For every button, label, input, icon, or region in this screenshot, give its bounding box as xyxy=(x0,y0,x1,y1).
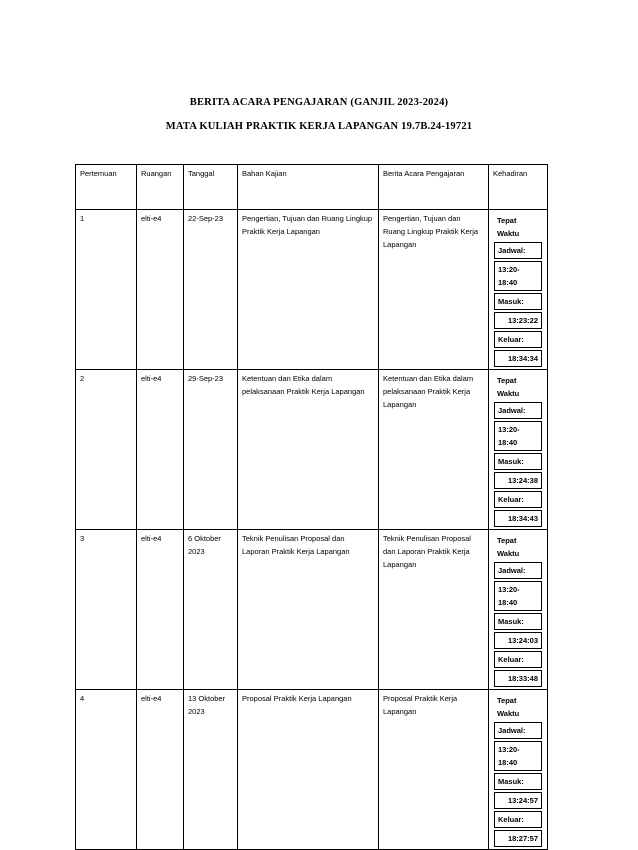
cell-bahan-kajian: Proposal Praktik Kerja Lapangan xyxy=(238,690,379,850)
masuk-label: Masuk: xyxy=(494,453,542,470)
masuk-label: Masuk: xyxy=(494,773,542,790)
cell-berita-acara: Proposal Praktik Kerja Lapangan xyxy=(379,690,489,850)
status-text: Tepat Waktu xyxy=(497,376,520,398)
masuk-value: 13:24:03 xyxy=(494,632,542,649)
cell-berita-acara: Teknik Penulisan Proposal dan Laporan Praktik Kerja Lapangan xyxy=(379,530,489,690)
jadwal-label: Jadwal: xyxy=(494,242,542,259)
jadwal-label: Jadwal: xyxy=(494,402,542,419)
cell-pertemuan: 2 xyxy=(76,370,137,530)
table-row xyxy=(76,210,548,370)
keluar-label: Keluar: xyxy=(494,811,542,828)
jadwal-value: 13:20-18:40 xyxy=(494,421,542,451)
cell-tanggal: 13 Oktober 2023 xyxy=(184,690,238,850)
cell-bahan-kajian: Pengertian, Tujuan dan Ruang Lingkup Praktik Kerja Lapangan xyxy=(238,210,379,370)
keluar-label: Keluar: xyxy=(494,491,542,508)
masuk-value: 13:24:38 xyxy=(494,472,542,489)
cell-pertemuan: 1 xyxy=(76,210,137,370)
keluar-value: 18:27:57 xyxy=(494,830,542,847)
status-text: Tepat Waktu xyxy=(497,536,520,558)
header-tanggal: Tanggal xyxy=(184,165,238,210)
document-title: BERITA ACARA PENGAJARAN (GANJIL 2023-2024) xyxy=(189,97,449,108)
cell-ruangan: elti-e4 xyxy=(137,530,184,690)
masuk-value: 13:24:57 xyxy=(494,792,542,809)
jadwal-value: 13:20-18:40 xyxy=(494,261,542,291)
keluar-value: 18:33:48 xyxy=(494,670,542,687)
keluar-label: Keluar: xyxy=(494,651,542,668)
cell-ruangan: elti-e4 xyxy=(137,370,184,530)
cell-tanggal: 29-Sep-23 xyxy=(184,370,238,530)
cell-kehadiran xyxy=(489,210,548,370)
keluar-label: Keluar: xyxy=(494,331,542,348)
jadwal-label: Jadwal: xyxy=(494,562,542,579)
jadwal-value: 13:20-18:40 xyxy=(494,741,542,771)
header-berita-acara: Berita Acara Pengajaran xyxy=(379,165,489,210)
header-kehadiran: Kehadiran xyxy=(489,165,548,210)
cell-tanggal: 22-Sep-23 xyxy=(184,210,238,370)
cell-kehadiran xyxy=(489,690,548,850)
cell-berita-acara: Ketentuan dan Etika dalam pelaksanaan Praktik Kerja Lapangan xyxy=(379,370,489,530)
status-text: Tepat Waktu xyxy=(497,216,520,238)
cell-ruangan: elti-e4 xyxy=(137,210,184,370)
header-pertemuan: Pertemuan xyxy=(76,165,137,210)
status-text: Tepat Waktu xyxy=(497,696,520,718)
masuk-label: Masuk: xyxy=(494,293,542,310)
attendance-table xyxy=(75,164,548,850)
cell-bahan-kajian: Teknik Penulisan Proposal dan Laporan Praktik Kerja Lapangan xyxy=(238,530,379,690)
cell-bahan-kajian: Ketentuan dan Etika dalam pelaksanaan Praktik Kerja Lapangan xyxy=(238,370,379,530)
masuk-label: Masuk: xyxy=(494,613,542,630)
cell-tanggal: 6 Oktober 2023 xyxy=(184,530,238,690)
cell-berita-acara: Pengertian, Tujuan dan Ruang Lingkup Praktik Kerja Lapangan xyxy=(379,210,489,370)
table-row xyxy=(76,530,548,690)
keluar-value: 18:34:34 xyxy=(494,350,542,367)
header-bahan-kajian: Bahan Kajian xyxy=(238,165,379,210)
cell-ruangan: elti-e4 xyxy=(137,690,184,850)
cell-pertemuan: 3 xyxy=(76,530,137,690)
jadwal-label: Jadwal: xyxy=(494,722,542,739)
keluar-value: 18:34:43 xyxy=(494,510,542,527)
header-ruangan: Ruangan xyxy=(137,165,184,210)
jadwal-value: 13:20-18:40 xyxy=(494,581,542,611)
table-header-row xyxy=(76,165,548,210)
course-title: MATA KULIAH PRAKTIK KERJA LAPANGAN 19.7B.24-19721 xyxy=(165,121,473,132)
table-row xyxy=(76,370,548,530)
masuk-value: 13:23:22 xyxy=(494,312,542,329)
cell-kehadiran xyxy=(489,370,548,530)
cell-pertemuan: 4 xyxy=(76,690,137,850)
cell-kehadiran xyxy=(489,530,548,690)
table-row xyxy=(76,690,548,850)
